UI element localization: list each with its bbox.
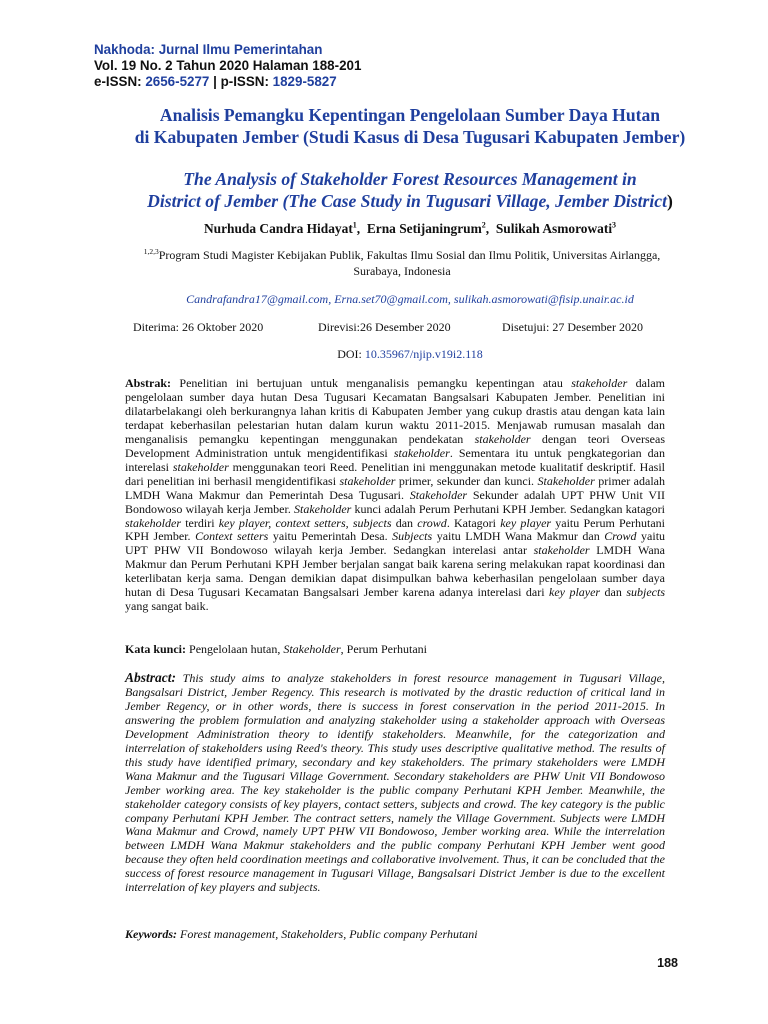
page-number: 188 [657, 956, 678, 970]
title-english [40, 168, 768, 212]
italic-term: crowd [417, 515, 447, 530]
abstract-id-label: Abstrak: [125, 376, 172, 390]
eissn-value: 2656-5277 [145, 74, 210, 89]
text-segment: yang sangat baik. [125, 599, 209, 614]
italic-term: Crowd [604, 529, 637, 544]
title-en-close-paren: ) [666, 191, 673, 211]
pissn-value: 1829-5827 [272, 74, 337, 89]
italic-term: key player, context setters, subjects [218, 515, 392, 530]
italic-term: Stakeholder [283, 642, 341, 656]
author-separator: , [485, 221, 496, 236]
title-en-line2 [40, 190, 768, 212]
journal-name: Nakhoda: Jurnal Ilmu Pemerintahan [94, 42, 323, 57]
italic-term: Context setters [195, 529, 269, 544]
date-accepted: Disetujui: 27 Desember 2020 [502, 320, 643, 334]
keywords-indonesian [125, 642, 427, 657]
author-affiliation-sup: 1 [352, 220, 357, 230]
italic-term: stakeholder [474, 431, 531, 446]
abstract-english [125, 671, 665, 895]
title-indonesian [40, 104, 768, 148]
keywords-english [125, 927, 478, 942]
italic-term: subjects [626, 585, 665, 600]
italic-term: Subjects [392, 529, 433, 544]
italic-term: Stakeholder [294, 501, 352, 516]
doi-link[interactable]: 10.35967/njip.v19i2.118 [364, 347, 483, 361]
italic-term: stakeholder [339, 473, 396, 488]
text-segment: Penelitian ini bertujuan untuk menganalisis pemangku kepentingan atau [171, 376, 572, 390]
author-affiliation-sup: 2 [481, 220, 486, 230]
italic-term: Stakeholder [409, 487, 468, 502]
italic-term: stakeholder [125, 515, 181, 530]
text-segment: . Katagori [446, 515, 501, 530]
keywords-en-text: Forest management, Stakeholders, Public company Perhutani [177, 927, 478, 941]
text-segment: dengan teori Overseas Development Administration untuk mengidentifikasi [125, 431, 665, 460]
doi-label: DOI: [337, 347, 365, 361]
text-segment: . Sementara itu untuk pengkategorian dan interelasi [125, 445, 665, 474]
italic-term: stakeholder [393, 445, 450, 460]
text-segment: dan [600, 585, 627, 600]
text-segment: menggunakan teori Reed. Penelitian ini menggunakan metode kualitatif deskriptif. Hasil dari penelitian ini berhasil mengidentifikasi [125, 459, 665, 488]
text-segment: Pengelolaan hutan, [186, 642, 284, 656]
doi [40, 347, 768, 362]
italic-term: key player [500, 515, 552, 530]
text-segment: dan [391, 515, 418, 530]
affiliation-line2: Surabaya, Indonesia [353, 263, 451, 278]
author-name: Sulikah Asmorowati [495, 221, 613, 236]
affiliation-line1: Program Studi Magister Kebijakan Publik, Fakultas Ilmu Sosial dan Ilmu Politik, Universitas Airlangga, [158, 248, 661, 262]
eissn-label: e-ISSN: [94, 74, 146, 89]
italic-term: Stakeholder [537, 473, 595, 488]
text-segment: yaitu Perum Perhutani KPH Jember. [125, 515, 665, 544]
text-segment: yaitu Pemerintah Desa. [268, 529, 393, 544]
affiliation [112, 248, 692, 279]
pissn-label: p-ISSN: [220, 74, 273, 89]
affiliation-sup: 1,2,3 [143, 247, 159, 256]
title-en-line1: The Analysis of Stakeholder Forest Resources Management in [183, 169, 637, 189]
text-segment: Sekunder adalah UPT PHW Unit VII Bondowoso wilayah kerja Jember. [125, 487, 665, 516]
italic-term: stakeholder [533, 543, 590, 558]
author-name: Nurhuda Candra Hidayat [203, 221, 353, 236]
author-affiliation-sup: 3 [612, 220, 617, 230]
title-id-line2: di Kabupaten Jember (Studi Kasus di Desa Tugusari Kabupaten Jember) [134, 127, 686, 147]
abstract-en-text: This study aims to analyze stakeholders in forest resource management in Tugusari Village, Bangsalsari District, Jember Regency. This research is motivated by the drastic reduction of critical land in Jember Regency, or in other words, there is success in forest conservation in the period 2011-2015. In answering the problem formulation and analyzing stakeholder using a stakeholder approach with Overseas Development Administration theory to identify stakeholders. Meanwhile, for the categorization and interrelation of stakeholders using Reed's theory. This study uses descriptive qualitative method. The results of this study have identified primary, secondary and key stakeholders. The primary stakeholders were LMDH Wana Makmur and the Tugusari Village Government. Secondary stakeholders are PHW Unit VII Bondowoso Jember working area. The key stakeholder is the public company Perhutani KPH Jember. Meanwhile, the stakeholder category consists of key players, contact setters, subjects and crowd. The key category is the public company Perhutani KPH Jember. The contract setters, namely the Village Government. Subjects were LMDH Wana Makmur and Crowd, namely UPT PHW VII Bondowoso, Jember working area. While the interrelation between LMDH Wana Makmur stakeholders and the public company Perhutani KPH Jember went good because they often held coordination meetings and collaborative involvement. Thus, it can be concluded that the success of forest resource management in Tugusari Village, Bangsalsari District Jember is due to the excellent interrelation of key players and subjects. [125, 671, 665, 895]
author-name: Erna Setijaningrum [366, 221, 482, 236]
text-segment: LMDH Wana Makmur dan Perum Perhutani KPH Jember berjalan sangat baik karena sering melakukan rapat koordinasi dan keterlibatan kerja sama. Dengan demikian dapat disimpulkan bahwa keberhasilan pengelolaan sumber daya hutan di Desa Tugusari Kecamatan Bangsalsari Jember karena adanya interelasi dari [125, 543, 665, 600]
text-segment: yaitu UPT PHW VII Bondowoso wilayah kerja Jember. Sedangkan interelasi antar [125, 529, 666, 558]
author-emails[interactable]: Candrafandra17@gmail.com, Erna.set70@gmail.com, sulikah.asmorowati@fisip.unair.ac.id [186, 292, 634, 306]
author-separator: , [356, 221, 367, 236]
title-id-line1: Analisis Pemangku Kepentingan Pengelolaan Sumber Daya Hutan [159, 105, 661, 125]
text-segment: kunci adalah Perum Perhutani KPH Jember. Sedangkan katagori [351, 501, 665, 516]
text-segment: , Perum Perhutani [340, 642, 427, 656]
date-revised: Direvisi:26 Desember 2020 [318, 320, 451, 334]
journal-issn [94, 74, 361, 90]
keywords-id-label: Kata kunci: [125, 642, 187, 656]
issn-separator: | [209, 74, 221, 89]
date-received: Diterima: 26 Oktober 2020 [133, 320, 264, 334]
keywords-en-label: Keywords: [125, 927, 177, 941]
text-segment: primer adalah LMDH Wana Makmur dan Pemerintah Desa Tugusari. [125, 473, 665, 502]
italic-term: stakeholder [172, 459, 229, 474]
text-segment: terdiri [181, 515, 219, 530]
text-segment: yaitu LMDH Wana Makmur dan [432, 529, 605, 544]
abstract-indonesian [125, 377, 665, 614]
abstract-en-label: Abstract: [125, 670, 177, 685]
italic-term: stakeholder [571, 376, 628, 390]
title-en-line2-text: District of Jember (The Case Study in Tugusari Village, Jember District [147, 191, 667, 211]
text-segment: primer, sekunder dan kunci. [395, 473, 538, 488]
journal-header [94, 42, 361, 90]
text-segment: dalam pengelolaan sumber daya hutan Desa Tugusari Kecamatan Bangsalsari Kabupaten Jember. Penelitian ini dilatarbelakangi oleh berkurangnya lahan kritis di Kabupaten Jember yang cukup drastis atau dengan kata lain terdapat keberhasilan pelestarian hutan dalam kurun waktu 2011-2015. Menjawab rumusan masalah dan menganalisis pemangku kepentingan menggunakan pendekatan [125, 376, 665, 446]
journal-volume: Vol. 19 No. 2 Tahun 2020 Halaman 188-201 [94, 58, 362, 73]
author-list [40, 221, 768, 237]
italic-term: key player [549, 585, 601, 600]
